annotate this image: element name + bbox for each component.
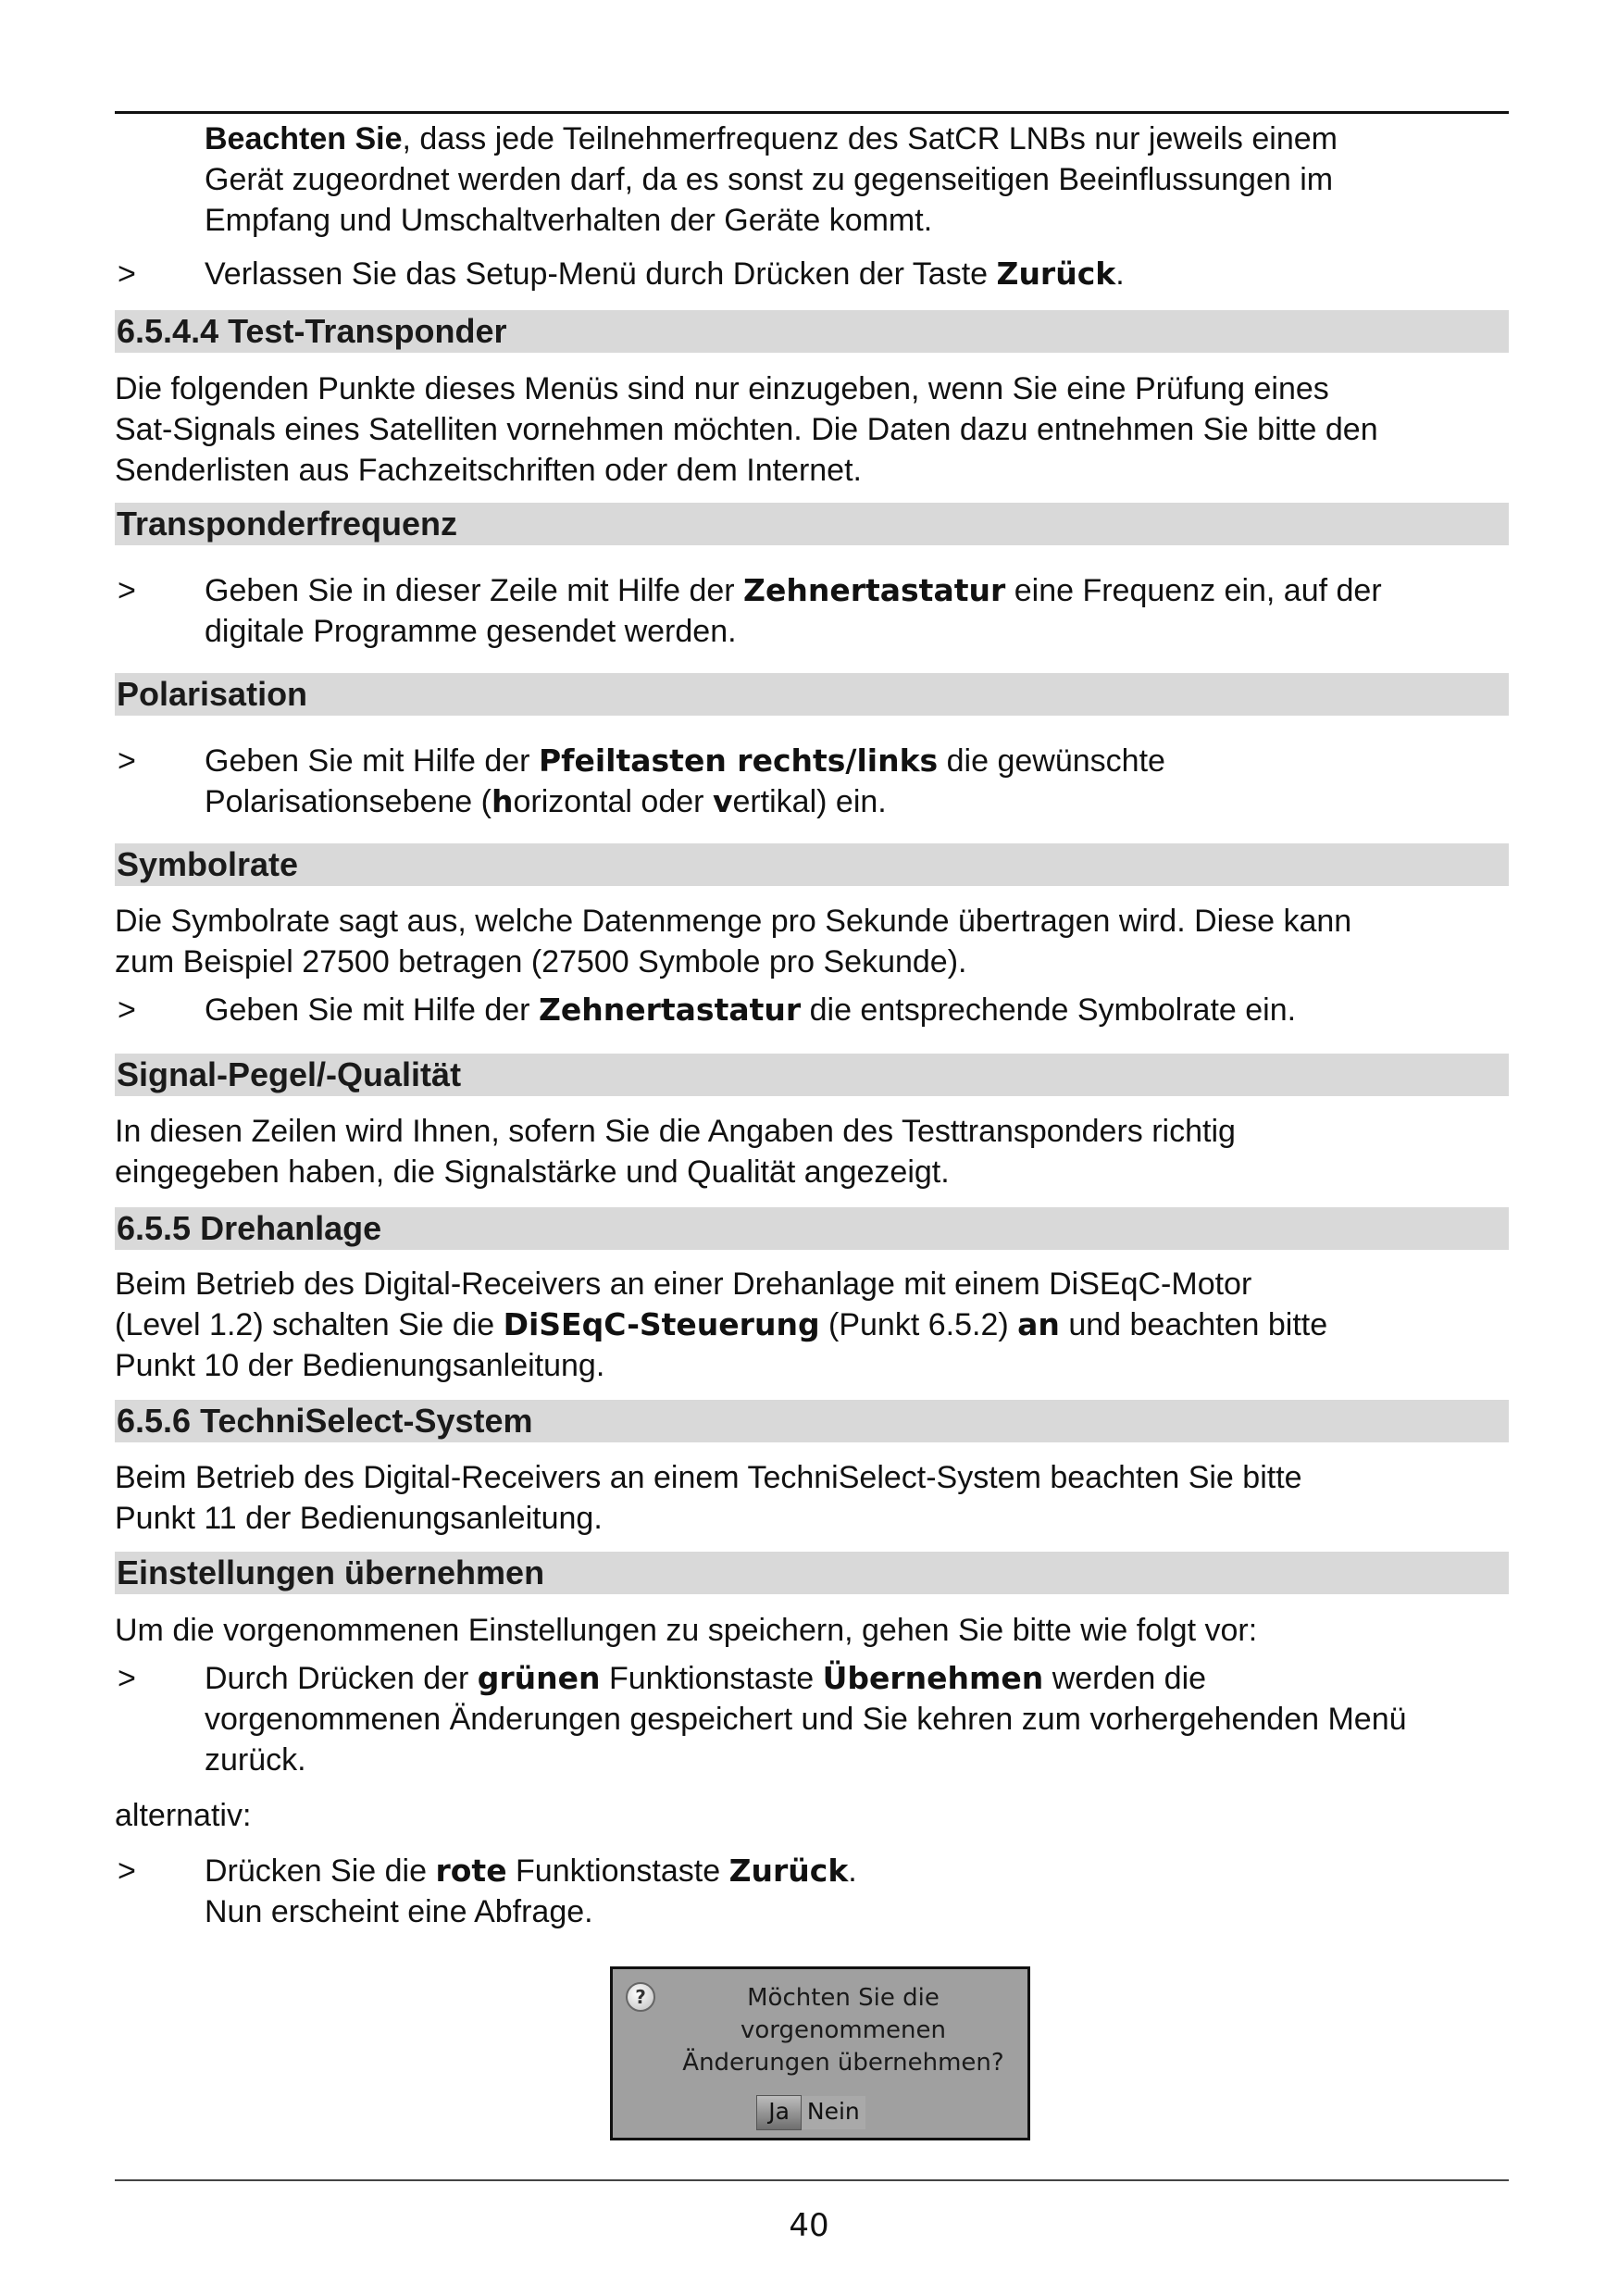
- key-pfeiltasten: Pfeiltasten rechts/links: [538, 742, 939, 779]
- key-diseqc: DiSEqC-Steuerung: [503, 1306, 820, 1342]
- bullet-marker: >: [118, 992, 136, 1028]
- text: Geben Sie mit Hilfe der: [205, 992, 539, 1028]
- heading-text: 6.5.6 TechniSelect-System: [117, 1402, 533, 1440]
- intro-note: [115, 119, 1509, 241]
- einstellungen-text: [115, 1610, 1509, 1932]
- heading-test-transponder: [115, 310, 1509, 353]
- question-icon: ?: [626, 1982, 655, 2012]
- key-an: an: [1017, 1306, 1060, 1342]
- bullet-marker: >: [118, 743, 136, 779]
- heading-symbolrate: [115, 843, 1509, 886]
- exit-end: .: [1115, 256, 1125, 292]
- key-rote: rote: [435, 1853, 507, 1889]
- test-transponder-text: [115, 368, 1509, 491]
- text: eine Frequenz ein, auf der: [1005, 573, 1382, 608]
- text-line: Sat-Signals eines Satelliten vornehmen möchten. Die Daten dazu entnehmen Sie bitte den: [115, 412, 1378, 447]
- text: werden die: [1043, 1661, 1207, 1696]
- text: Funktionstaste: [600, 1661, 823, 1696]
- dialog-line: vorgenommenen: [740, 2016, 946, 2044]
- heading-text: Einstellungen übernehmen: [117, 1554, 545, 1591]
- text: orizontal oder: [513, 784, 713, 819]
- drehanlage-text: [115, 1264, 1509, 1386]
- text-line: Nun erscheint eine Abfrage.: [205, 1894, 593, 1929]
- techniselect-text: [115, 1457, 1509, 1539]
- key-zehnertastatur: Zehnertastatur: [743, 572, 1006, 608]
- text-line: [115, 781, 1509, 822]
- heading-signal: [115, 1054, 1509, 1096]
- note-line-3: Empfang und Umschaltverhalten der Geräte kommt.: [205, 203, 933, 238]
- heading-text: Transponderfrequenz: [117, 505, 458, 543]
- dialog-line: Änderungen übernehmen?: [682, 2049, 1004, 2077]
- text: Drücken Sie die: [205, 1853, 436, 1889]
- heading-text: Signal-Pegel/-Qualität: [117, 1055, 462, 1093]
- heading-drehanlage: [115, 1207, 1509, 1250]
- heading-transponderfrequenz: [115, 503, 1509, 545]
- text-line: digitale Programme gesendet werden.: [205, 614, 737, 649]
- bullet-marker: >: [118, 573, 136, 608]
- text: Durch Drücken der: [205, 1661, 478, 1696]
- page-number: 40: [789, 2207, 829, 2244]
- heading-text: Symbolrate: [117, 845, 299, 883]
- heading-text: 6.5.5 Drehanlage: [117, 1209, 382, 1247]
- text-line: zum Beispiel 27500 betragen (27500 Symbole pro Sekunde).: [115, 944, 967, 980]
- note-line-2: Gerät zugeordnet werden darf, da es sonst zu gegenseitigen Beeinflussungen im: [205, 162, 1334, 197]
- bullet-marker: >: [118, 1853, 136, 1889]
- bullet-marker: >: [118, 1661, 136, 1696]
- text-line: [115, 1304, 1509, 1345]
- signal-text: [115, 1111, 1509, 1192]
- text: die gewünschte: [938, 743, 1165, 779]
- heading-polarisation: [115, 673, 1509, 716]
- text-line: Beim Betrieb des Digital-Receivers an einer Drehanlage mit einem DiSEqC-Motor: [115, 1267, 1252, 1302]
- key-gruenen: grünen: [477, 1660, 601, 1696]
- dialog-message: [668, 1982, 1018, 2079]
- heading-techniselect: [115, 1400, 1509, 1442]
- note-line-1: [115, 119, 1509, 159]
- bottom-rule: [115, 2179, 1509, 2181]
- yes-button[interactable]: Ja: [756, 2095, 802, 2130]
- text: Polarisationsebene (: [205, 784, 492, 819]
- dialog-line: Möchten Sie die: [747, 1984, 940, 2012]
- text: ertikal) ein.: [732, 784, 887, 819]
- text-line: Senderlisten aus Fachzeitschriften oder dem Internet.: [115, 453, 862, 488]
- bullet-marker: >: [118, 256, 136, 292]
- text: .: [848, 1853, 857, 1889]
- text-line: eingegeben haben, die Signalstärke und Qualität angezeigt.: [115, 1154, 950, 1190]
- text: und beachten bitte: [1059, 1307, 1328, 1342]
- text-line: Die folgenden Punkte dieses Menüs sind nur einzugeben, wenn Sie eine Prüfung eines: [115, 371, 1329, 406]
- text: Geben Sie in dieser Zeile mit Hilfe der: [205, 573, 744, 608]
- key-zurueck: Zurück: [728, 1853, 849, 1889]
- no-button[interactable]: Nein: [802, 2096, 865, 2129]
- alternativ-label: alternativ:: [115, 1798, 252, 1833]
- transponderfrequenz-bullet: [115, 570, 1509, 652]
- text: Geben Sie mit Hilfe der: [205, 743, 539, 779]
- text-line: Beim Betrieb des Digital-Receivers an einem TechniSelect-System beachten Sie bitte: [115, 1460, 1302, 1495]
- text: Funktionstaste: [506, 1853, 729, 1889]
- note-text: , dass jede Teilnehmerfrequenz des SatCR LNBs nur jeweils einem: [402, 121, 1338, 156]
- polarisation-bullet: [115, 741, 1509, 822]
- key-zehnertastatur: Zehnertastatur: [538, 992, 802, 1028]
- dialog-buttons: [613, 2095, 1027, 2130]
- text-line: Punkt 10 der Bedienungsanleitung.: [115, 1348, 605, 1383]
- text: (Punkt 6.5.2): [819, 1307, 1018, 1342]
- text: die entsprechende Symbolrate ein.: [801, 992, 1297, 1028]
- heading-text: 6.5.4.4 Test-Transponder: [117, 312, 507, 350]
- symbolrate-text: [115, 901, 1509, 1030]
- key-uebernehmen: Übernehmen: [822, 1660, 1044, 1696]
- text-line: vorgenommenen Änderungen gespeichert und Sie kehren zum vorhergehenden Menü: [205, 1702, 1407, 1737]
- text-line: zurück.: [205, 1742, 306, 1778]
- text-line: In diesen Zeilen wird Ihnen, sofern Sie die Angaben des Testtransponders richtig: [115, 1114, 1236, 1149]
- key-v: v: [712, 783, 733, 819]
- confirm-dialog: [610, 1966, 1030, 2140]
- top-rule: [115, 111, 1509, 114]
- text-line: Um die vorgenommenen Einstellungen zu speichern, gehen Sie bitte wie folgt vor:: [115, 1613, 1258, 1648]
- key-zurueck: Zurück: [996, 256, 1116, 292]
- key-h: h: [491, 783, 514, 819]
- heading-einstellungen: [115, 1552, 1509, 1594]
- text: (Level 1.2) schalten Sie die: [115, 1307, 504, 1342]
- exit-instruction: [115, 254, 1509, 294]
- text-line: Punkt 11 der Bedienungsanleitung.: [115, 1501, 603, 1536]
- heading-text: Polarisation: [117, 675, 308, 713]
- text-line: Die Symbolrate sagt aus, welche Datenmenge pro Sekunde übertragen wird. Diese kann: [115, 904, 1352, 939]
- exit-text: Verlassen Sie das Setup-Menü durch Drücken der Taste: [205, 256, 997, 292]
- note-bold: Beachten Sie: [205, 121, 403, 156]
